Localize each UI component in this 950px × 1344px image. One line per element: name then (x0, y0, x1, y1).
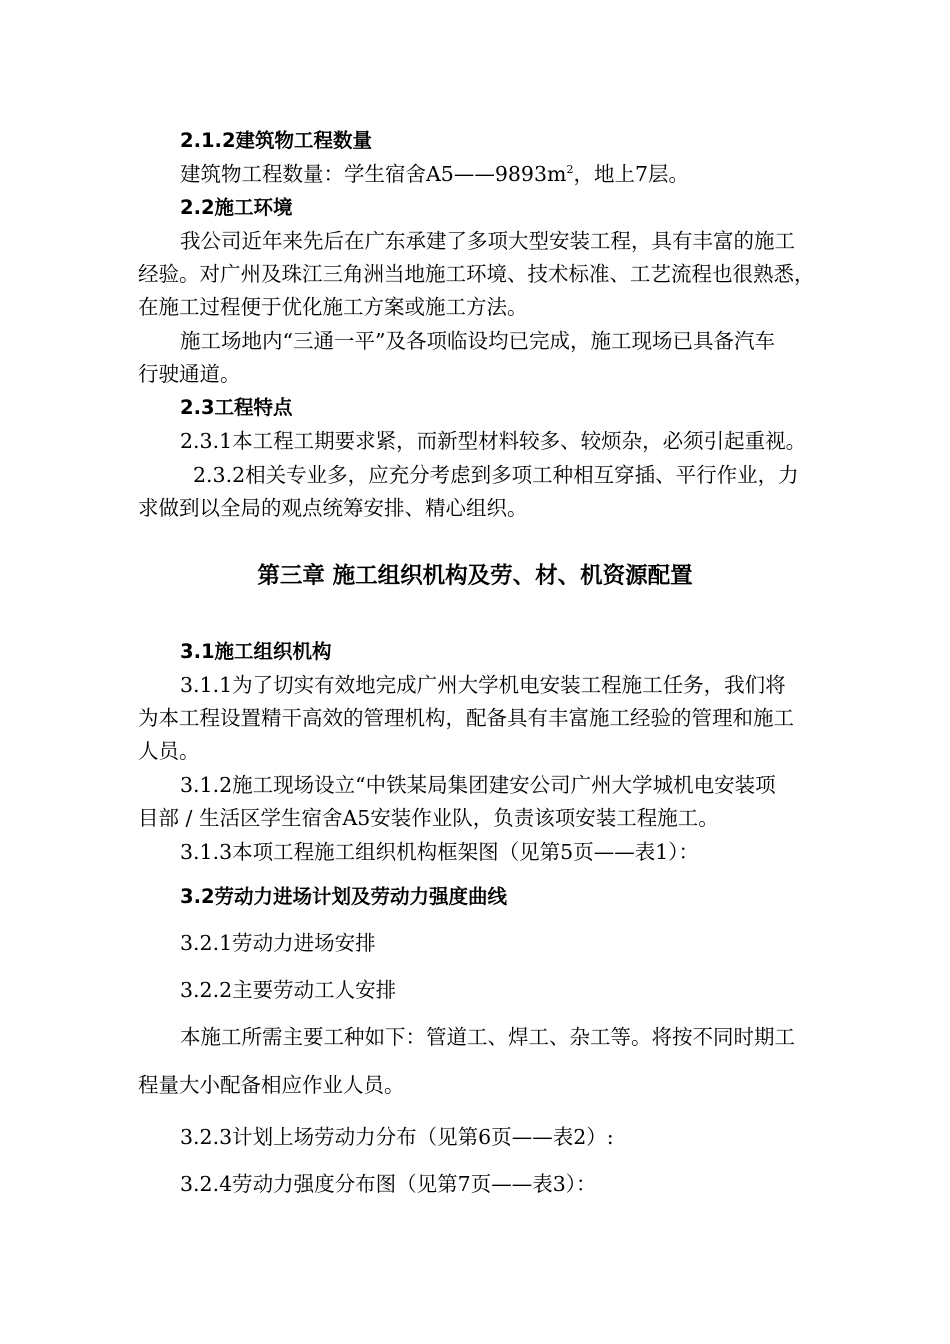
paragraph-line: 3.1.1为了切实有效地完成广州大学机电安装工程施工任务，我们将 (180, 673, 786, 697)
section-heading-2-1-2: 2.1.2建筑物工程数量 (180, 129, 373, 152)
paragraph-line: 在施工过程便于优化施工方案或施工方法。 (138, 295, 528, 319)
paragraph-building-quantity (180, 160, 689, 188)
section-heading-3-2: 3.2劳动力进场计划及劳动力强度曲线 (180, 885, 508, 908)
chapter-title: 第三章 施工组织机构及劳、材、机资源配置 (257, 563, 693, 589)
section-heading-2-3: 2.3工程特点 (180, 396, 293, 419)
paragraph-line: 求做到以全局的观点统筹安排、精心组织。 (138, 496, 528, 520)
paragraph-line: 人员。 (138, 739, 200, 763)
paragraph-line: 3.2.2主要劳动工人安排 (180, 978, 397, 1002)
paragraph-line: 3.2.1劳动力进场安排 (180, 931, 376, 955)
section-heading-2-2: 2.2施工环境 (180, 196, 293, 219)
building-quantity-floors: ，地上7层。 (573, 162, 690, 186)
paragraph-line: 目部 / 生活区学生宿舍A5安装作业队，负责该项安装工程施工。 (138, 806, 719, 830)
paragraph-line: 施工场地内“三通一平”及各项临设均已完成，施工现场已具备汽车 (180, 329, 775, 353)
section-heading-3-1: 3.1施工组织机构 (180, 640, 332, 663)
paragraph-line: 为本工程设置精干高效的管理机构，配备具有丰富施工经验的管理和施工 (138, 706, 794, 730)
paragraph-line: 行驶通道。 (138, 362, 241, 386)
paragraph-line: 程量大小配备相应作业人员。 (138, 1073, 405, 1097)
paragraph-line: 2.3.1本工程工期要求紧，而新型材料较多、较烦杂，必须引起重视。 (180, 429, 807, 453)
paragraph-line: 3.2.3计划上场劳动力分布（见第6页——表2）: (180, 1125, 614, 1149)
paragraph-line: 经验。对广州及珠江三角洲当地施工环境、技术标准、工艺流程也很熟悉， (138, 262, 815, 286)
paragraph-line: 3.1.2施工现场设立“中铁某局集团建安公司广州大学城机电安装项 (180, 773, 776, 797)
paragraph-line: 2.3.2相关专业多，应充分考虑到多项工种相互穿插、平行作业，力 (193, 463, 799, 487)
superscript-2: 2 (566, 163, 574, 177)
paragraph-line: 本施工所需主要工种如下：管道工、焊工、杂工等。将按不同时期工 (180, 1025, 795, 1049)
building-quantity-text: 建筑物工程数量：学生宿舍A5——9893m (180, 162, 567, 186)
paragraph-line: 3.2.4劳动力强度分布图（见第7页——表3）： (180, 1172, 597, 1196)
paragraph-line: 3.1.3本项工程施工组织机构框架图（见第5页——表1）： (180, 840, 699, 864)
paragraph-line: 我公司近年来先后在广东承建了多项大型安装工程，具有丰富的施工 (180, 229, 795, 253)
